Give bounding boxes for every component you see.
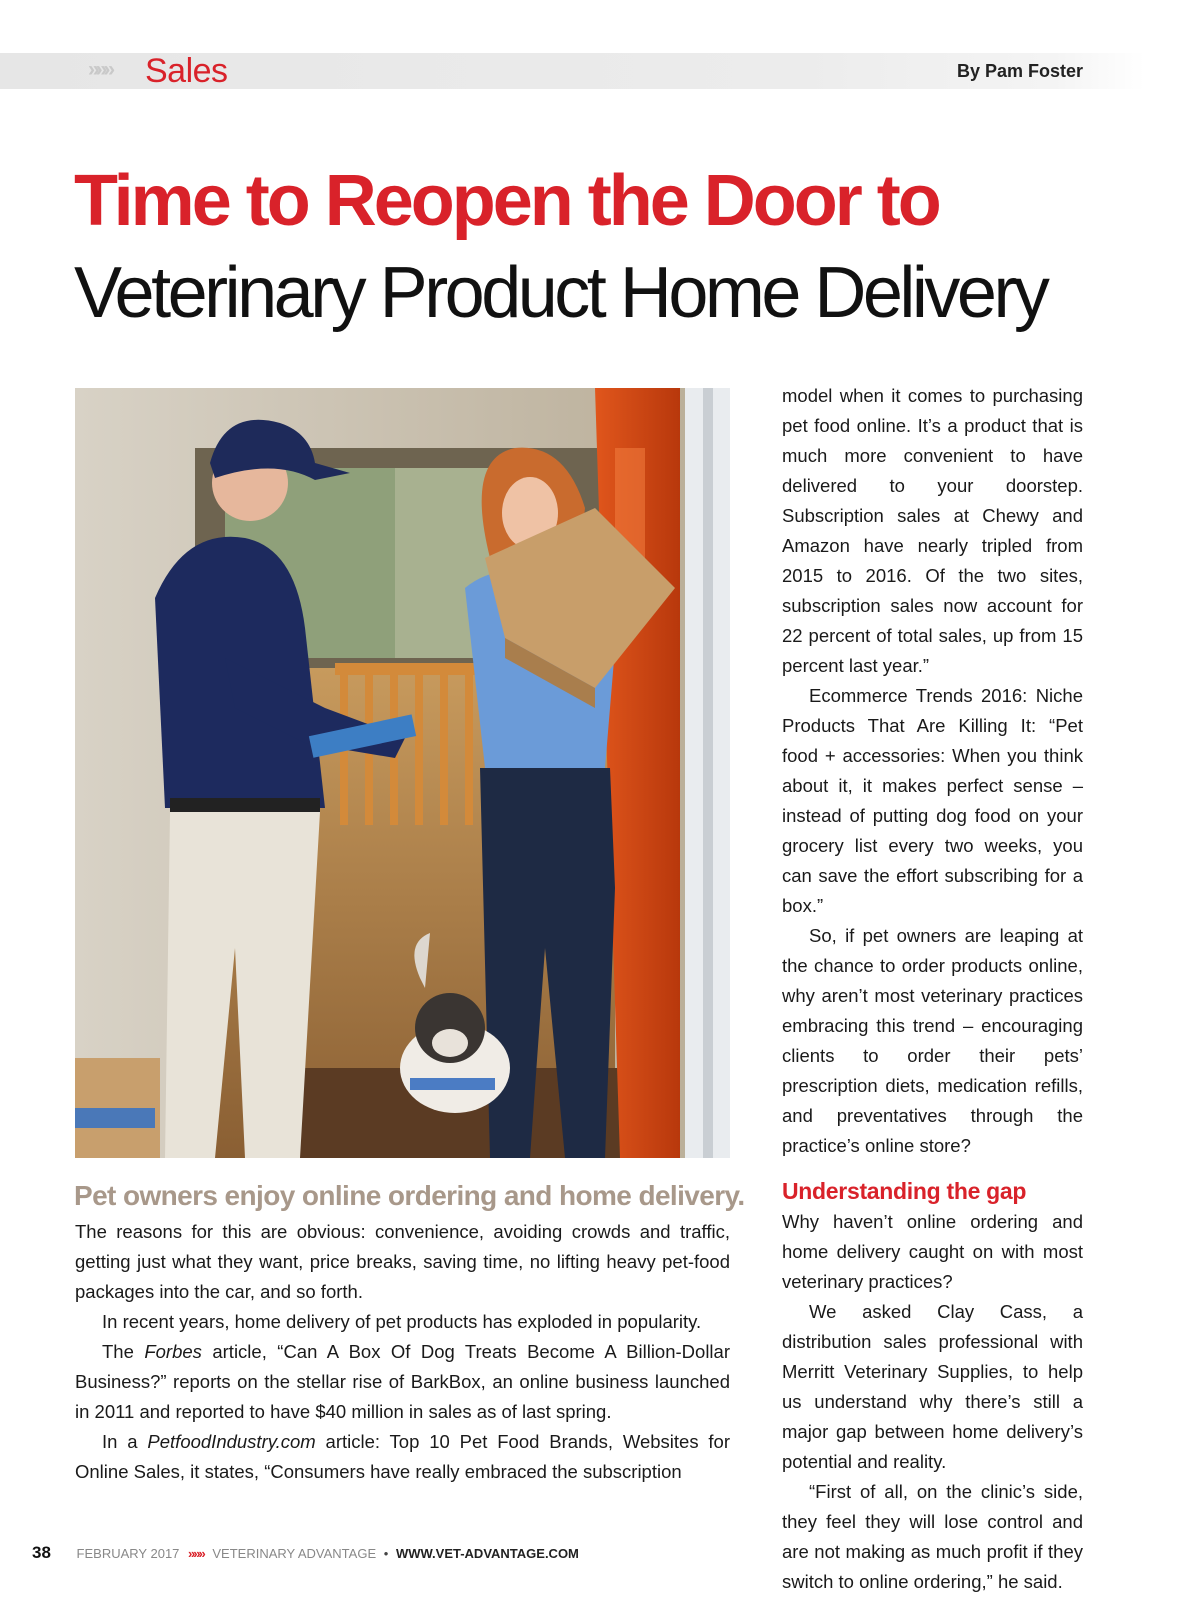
subheading: Understanding the gap xyxy=(782,1178,1027,1204)
paragraph: “First of all, on the clinic’s side, they feel they will lose control and are not making as much profit if they switch to online ordering,” he said. xyxy=(782,1481,1083,1592)
issue-date: FEBRUARY 2017 xyxy=(76,1546,180,1561)
byline: By Pam Foster xyxy=(956,61,1083,81)
section-label: Sales xyxy=(145,52,228,90)
section-chevrons: »»» xyxy=(88,58,112,81)
headline-line-2: Veterinary Product Home Delivery xyxy=(74,253,1047,333)
page-number: 38 xyxy=(32,1543,51,1562)
website-name: PetfoodIndustry.com xyxy=(147,1431,316,1452)
text-run: article, “Can A Box Of Dog Treats Become A Billion-Dollar Business?” reports on the stellar rise of BarkBox, an online business launched in 2011 and reported to have $40 million in sales as of last spring. xyxy=(75,1341,730,1422)
paragraph xyxy=(75,1427,730,1487)
website-link[interactable]: WWW.VET-ADVANTAGE.COM xyxy=(395,1546,579,1561)
publication-name: VETERINARY ADVANTAGE xyxy=(212,1546,377,1561)
right-column xyxy=(782,381,1083,1597)
footer-chevrons: »»» xyxy=(188,1546,204,1561)
paragraph xyxy=(75,1337,730,1427)
caption-heading: Pet owners enjoy online ordering and home delivery. xyxy=(74,1180,745,1211)
paragraph: Ecommerce Trends 2016: Niche Products That Are Killing It: “Pet food + accessories: When you think about it, it makes perfect sense – instead of putting dog food on your grocery list every two weeks, you can save the effort subscribing for a box.” xyxy=(782,685,1083,916)
publication-name: Forbes xyxy=(144,1341,202,1362)
paragraph: In recent years, home delivery of pet products has exploded in popularity. xyxy=(102,1311,702,1332)
paragraph: We asked Clay Cass, a distribution sales professional with Merritt Veterinary Supplies, to help us understand why there’s still a major gap between home delivery’s potential and reality. xyxy=(782,1301,1083,1472)
footer-separator: • xyxy=(383,1546,389,1561)
text-run: In a xyxy=(102,1431,148,1452)
paragraph: So, if pet owners are leaping at the chance to order products online, why aren’t most veterinary practices embracing this trend – encouraging clients to order their pets’ prescription diets, medication refills, and preventatives through the practice’s online store? xyxy=(782,925,1083,1156)
text-run: The xyxy=(102,1341,145,1362)
paragraph: The reasons for this are obvious: convenience, avoiding crowds and traffic, getting just what they want, price breaks, saving time, no lifting heavy pet-food packages into the car, and so forth. xyxy=(75,1221,730,1302)
page-footer xyxy=(32,1543,579,1563)
paragraph: model when it comes to purchasing pet food online. It’s a product that is much more convenient to have delivered to your doorstep. Subscription sales at Chewy and Amazon have nearly tripled from 2015 to 2016. Of the two sites, subscription sales now account for 22 percent of total sales, up from 15 percent last year.” xyxy=(782,385,1083,676)
delivery-photo xyxy=(75,388,730,1158)
text-run: article: Top 10 Pet Food Brands, Websites for Online Sales, it states, “Consumers have really embraced the subscription xyxy=(75,1431,731,1482)
paragraph: Why haven’t online ordering and home delivery caught on with most veterinary practices? xyxy=(782,1211,1083,1292)
headline-line-1: Time to Reopen the Door to xyxy=(74,161,939,241)
left-column xyxy=(75,1217,730,1487)
